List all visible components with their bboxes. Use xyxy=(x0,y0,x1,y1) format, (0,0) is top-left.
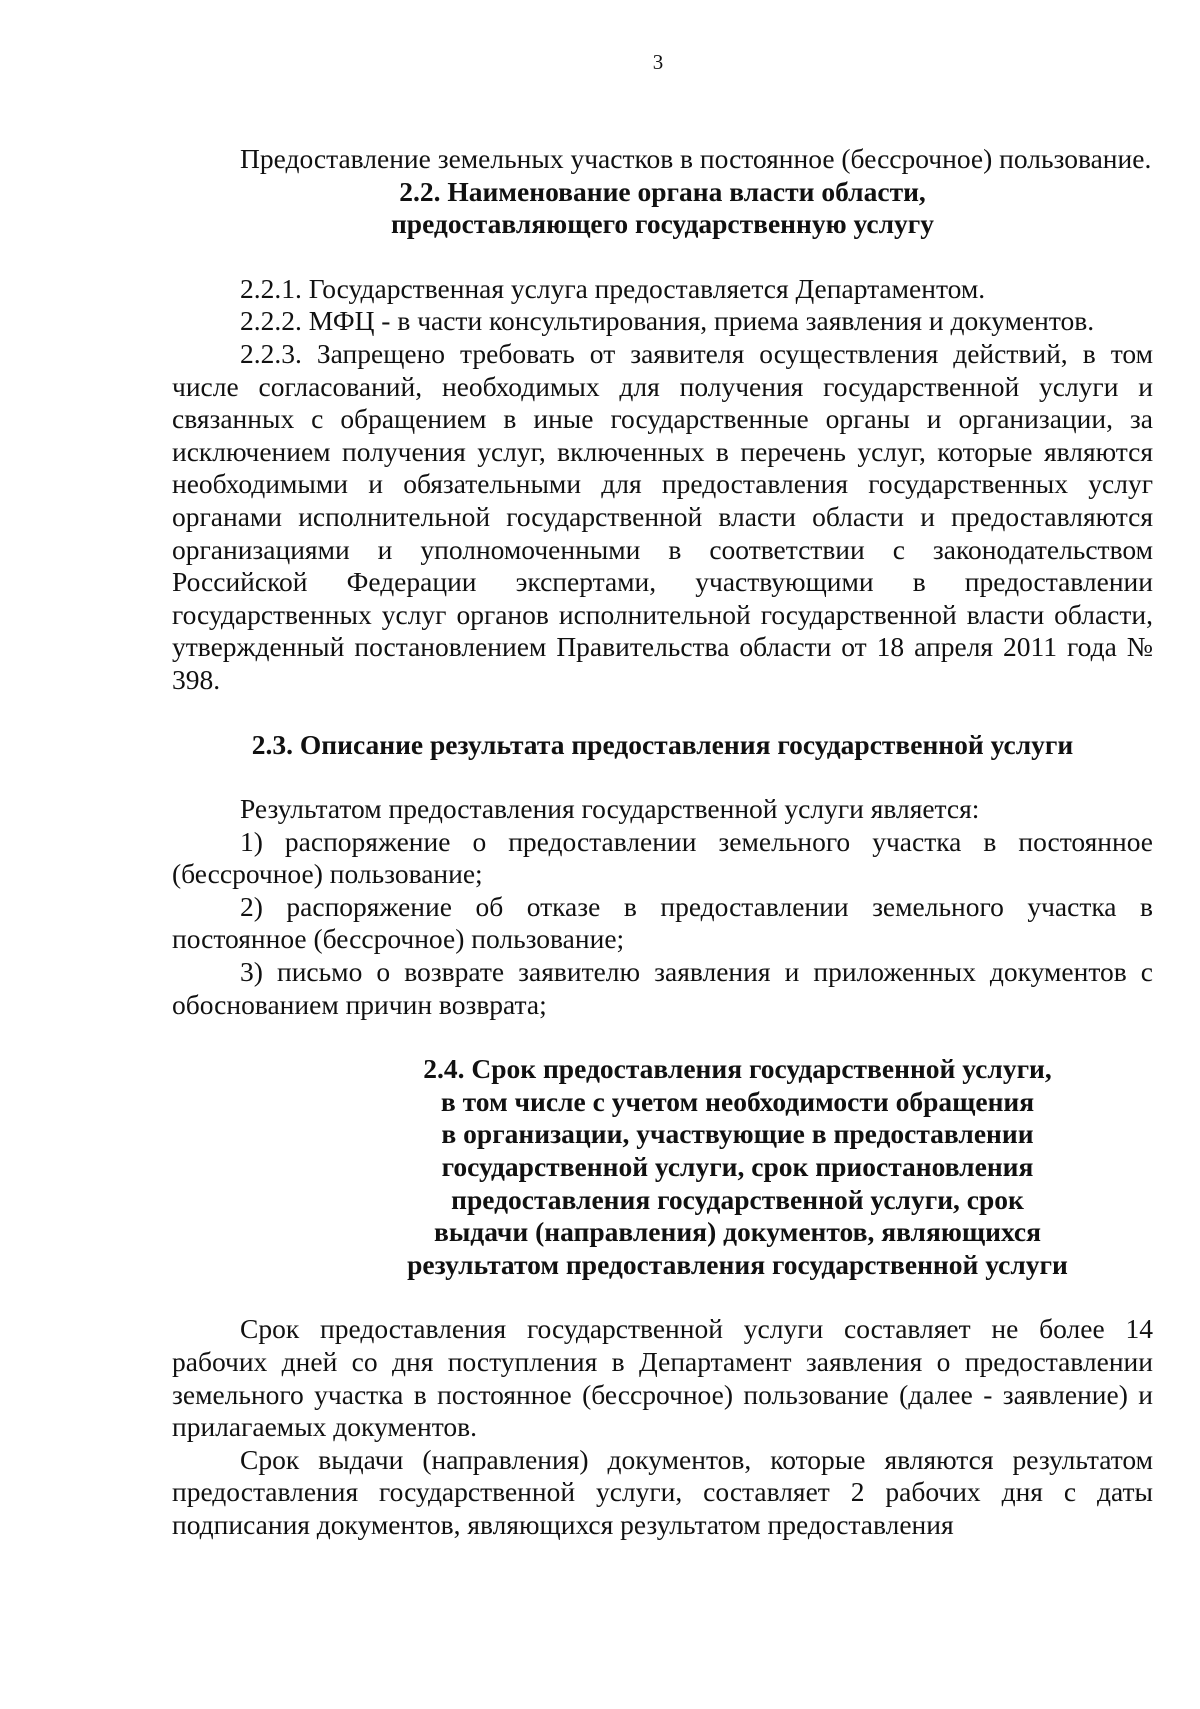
intro-paragraph: Предоставление земельных участков в постоянное (бессрочное) пользование. xyxy=(240,143,1152,174)
result-item-2: 2) распоряжение об отказе в предоставлении земельного участка в постоянное (бессрочное) пользование; xyxy=(172,890,1153,955)
section-2-4-heading-line: в организации, участвующие в предоставлении xyxy=(441,1118,1034,1150)
section-2-2-heading-line: 2.2. Наименование органа власти области, xyxy=(399,175,926,207)
result-item-1: 1) распоряжение о предоставлении земельного участка в постоянное (бессрочное) пользование; xyxy=(172,825,1153,890)
issue-term-paragraph: Срок выдачи (направления) документов, которые являются результатом предоставления государственной услуги, составляет 2 рабочих дня с даты подписания документов, являющихся результатом предоставления xyxy=(172,1443,1153,1540)
section-2-2-heading-line: предоставляющего государственную услугу xyxy=(390,208,935,240)
section-2-4-heading-line: государственной услуги, срок приостановления xyxy=(441,1151,1034,1183)
section-2-4-heading-line: результатом предоставления государственной услуги xyxy=(407,1248,1068,1280)
section-2-4-heading-line: выдачи (направления) документов, являющихся xyxy=(433,1216,1041,1248)
section-2-4-heading xyxy=(172,1053,1153,1281)
section-2-4-heading-line: в том числе с учетом необходимости обращения xyxy=(440,1085,1035,1117)
result-item-3: 3) письмо о возврате заявителю заявления и приложенных документов с обоснованием причин возврата; xyxy=(172,956,1153,1020)
section-2-3-heading: 2.3. Описание результата предоставления государственной услуги xyxy=(251,728,1074,760)
term-paragraph: Срок предоставления государственной услуги составляет не более 14 рабочих дней со дня поступления в Департамент заявления о предоставлении земельного участка в постоянное (бессрочное) пользование (далее - заявление) и прилагаемых документов. xyxy=(172,1313,1153,1443)
section-2-4-heading-line: 2.4. Срок предоставления государственной услуги, xyxy=(423,1053,1052,1085)
paragraph-2-2-3: 2.2.3. Запрещено требовать от заявителя осуществления действий, в том числе согласований, необходимых для получения государственной услуги и связанных с обращением в иные государственные органы и организации, за исключением получения услуг, включенных в перечень услуг, которые являются необходимыми и обязательными для предоставления государственных услуг органами исполнительной государственной власти области и предоставляются организациями и уполномоченными в соответствии с законодательством Российской Федерации экспертами, участвующими в предоставлении государственных услуг органов исполнительной государственной власти области, утвержденный постановлением Правительства области от 18 апреля 2011 года № 398. xyxy=(172,337,1153,695)
page-number: 3 xyxy=(652,50,664,74)
result-intro-paragraph: Результатом предоставления государственной услуги является: xyxy=(240,793,980,825)
paragraph-2-2-1: 2.2.1. Государственная услуга предоставляется Департаментом. xyxy=(240,272,986,304)
section-2-4-heading-line: предоставления государственной услуги, срок xyxy=(451,1183,1024,1215)
paragraph-2-2-2: 2.2.2. МФЦ - в части консультирования, приема заявления и документов. xyxy=(240,305,1095,337)
document-body xyxy=(172,143,1153,1542)
section-2-2-heading xyxy=(172,176,1153,241)
